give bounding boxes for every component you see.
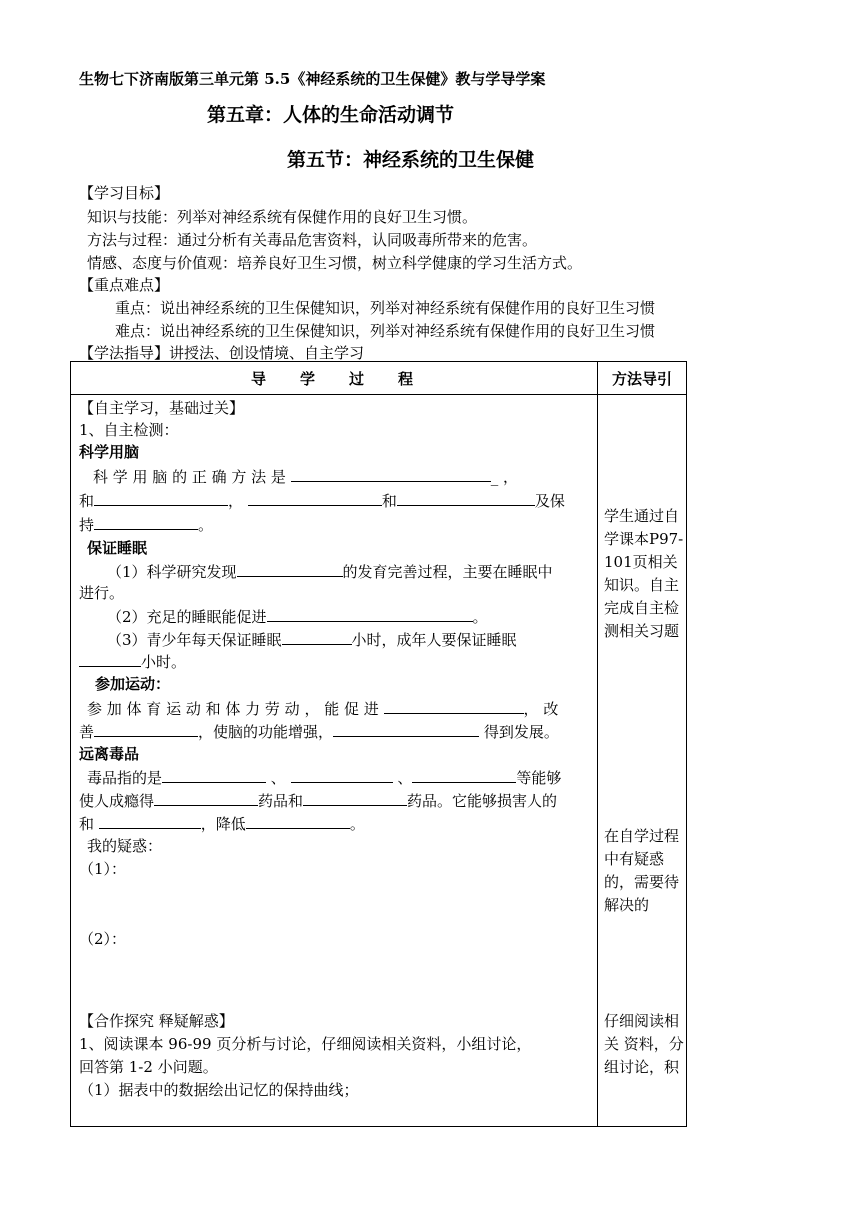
sleep-line-1b: 进行。: [79, 584, 125, 602]
coop-q1-line2: 回答第 1-2 小问题。: [79, 1058, 218, 1076]
blank[interactable]: [384, 697, 524, 714]
brain-line-3: 持 。: [79, 513, 213, 536]
blank[interactable]: [303, 789, 407, 806]
blank[interactable]: [412, 766, 516, 783]
blank[interactable]: [99, 812, 201, 829]
brain-title: 科学用脑: [79, 443, 140, 461]
study-guidance: 【学法指导】讲授法、创设情境、自主学习: [79, 344, 365, 362]
sport-title: 参加运动：: [95, 675, 171, 693]
sport-line-2: 善 ，使脑的功能增强， 得到发展。: [79, 720, 559, 743]
sleep-title: 保证睡眠: [87, 539, 148, 557]
coop-q1-line1: 1、阅读课本 96-99 页分析与讨论，仔细阅读相关资料，小组讨论，: [79, 1035, 532, 1053]
document-title: 生物七下济南版第三单元第 5.5《神经系统的卫生保健》教与学导学案: [79, 70, 546, 88]
blank[interactable]: [248, 489, 382, 506]
objective-knowledge: 知识与技能：列举对神经系统有保健作用的良好卫生习惯。: [87, 208, 478, 226]
doubt-1: （1）：: [79, 860, 127, 878]
header-method: 方法导引: [598, 362, 687, 395]
table-header-row: [71, 362, 687, 395]
objective-method: 方法与过程：通过分析有关毒品危害资料，认同吸毒所带来的危害。: [87, 231, 538, 249]
sleep-line-1: （1）科学研究发现 的发育完善过程，主要在睡眠中: [107, 560, 553, 583]
blank[interactable]: [282, 628, 352, 645]
doubt-label: 我的疑惑：: [87, 837, 163, 855]
blank[interactable]: [94, 720, 198, 737]
keypoint-difficult: 难点：说出神经系统的卫生保健知识，列举对神经系统有保健作用的良好卫生习惯: [115, 322, 656, 340]
blank[interactable]: [291, 465, 491, 482]
side-note-2: 在自学过程中有疑惑的，需要待解决的: [604, 827, 680, 914]
blank[interactable]: [333, 720, 479, 737]
study-table: [70, 361, 687, 1127]
blank[interactable]: [79, 650, 141, 667]
chapter-title: 第五章：人体的生命活动调节: [207, 104, 455, 126]
table-body-row: [71, 395, 687, 1127]
doubt-2: （2）：: [79, 930, 127, 948]
process-cell: [71, 395, 598, 1127]
keypoint-key: 重点：说出神经系统的卫生保健知识，列举对神经系统有保健作用的良好卫生习惯: [115, 299, 656, 317]
sleep-line-3b: 小时。: [79, 650, 186, 673]
blank[interactable]: [94, 513, 198, 530]
side-note-3: 仔细阅读相 关 资料，分组讨论，积: [604, 1012, 684, 1076]
drug-line-3: 和 ，降低 。: [79, 812, 365, 835]
drug-line-2: 使人成瘾得 药品和 药品。它能够损害人的: [79, 789, 557, 812]
sleep-line-2: （2）充足的睡眠能促进 。: [107, 605, 488, 628]
objective-attitude: 情感、态度与价值观：培养良好卫生习惯，树立科学健康的学习生活方式。: [87, 254, 583, 272]
brain-line-1: 科 学 用 脑 的 正 确 方 法 是 _ ，: [93, 465, 518, 488]
header-process: 导学过程: [71, 362, 598, 395]
coop-q1-sub1: （1）据表中的数据绘出记忆的保持曲线；: [79, 1081, 359, 1099]
blank[interactable]: [162, 766, 266, 783]
brain-line-2: 和 ， 和 及保: [79, 489, 565, 512]
blank[interactable]: [94, 489, 228, 506]
blank[interactable]: [237, 560, 343, 577]
blank[interactable]: [267, 605, 473, 622]
drug-line-1: 毒品指的是 、 、 等能够: [87, 766, 561, 789]
objectives-label: 【学习目标】: [79, 184, 170, 202]
blank[interactable]: [397, 489, 535, 506]
drug-title: 远离毒品: [79, 745, 140, 763]
section-title: 第五节：神经系统的卫生保健: [287, 149, 535, 171]
blank[interactable]: [246, 812, 350, 829]
blank[interactable]: [291, 766, 393, 783]
self-study-label: 【自主学习，基础过关】: [79, 399, 245, 417]
keypoints-label: 【重点难点】: [79, 276, 170, 294]
self-check-label: 1、自主检测：: [79, 421, 179, 439]
blank[interactable]: [154, 789, 258, 806]
coop-label: 【合作探究 释疑解惑】: [79, 1012, 234, 1030]
sport-line-1: 参 加 体 育 运 动 和 体 力 劳 动 ， 能 促 进 ， 改: [87, 697, 558, 720]
sleep-line-3: （3）青少年每天保证睡眠 小时，成年人要保证睡眠: [107, 628, 517, 651]
method-cell: [598, 395, 687, 1127]
side-note-1: 学生通过自学课本P97-101页相关知识。自主完成自主检测相关习题: [604, 507, 684, 640]
